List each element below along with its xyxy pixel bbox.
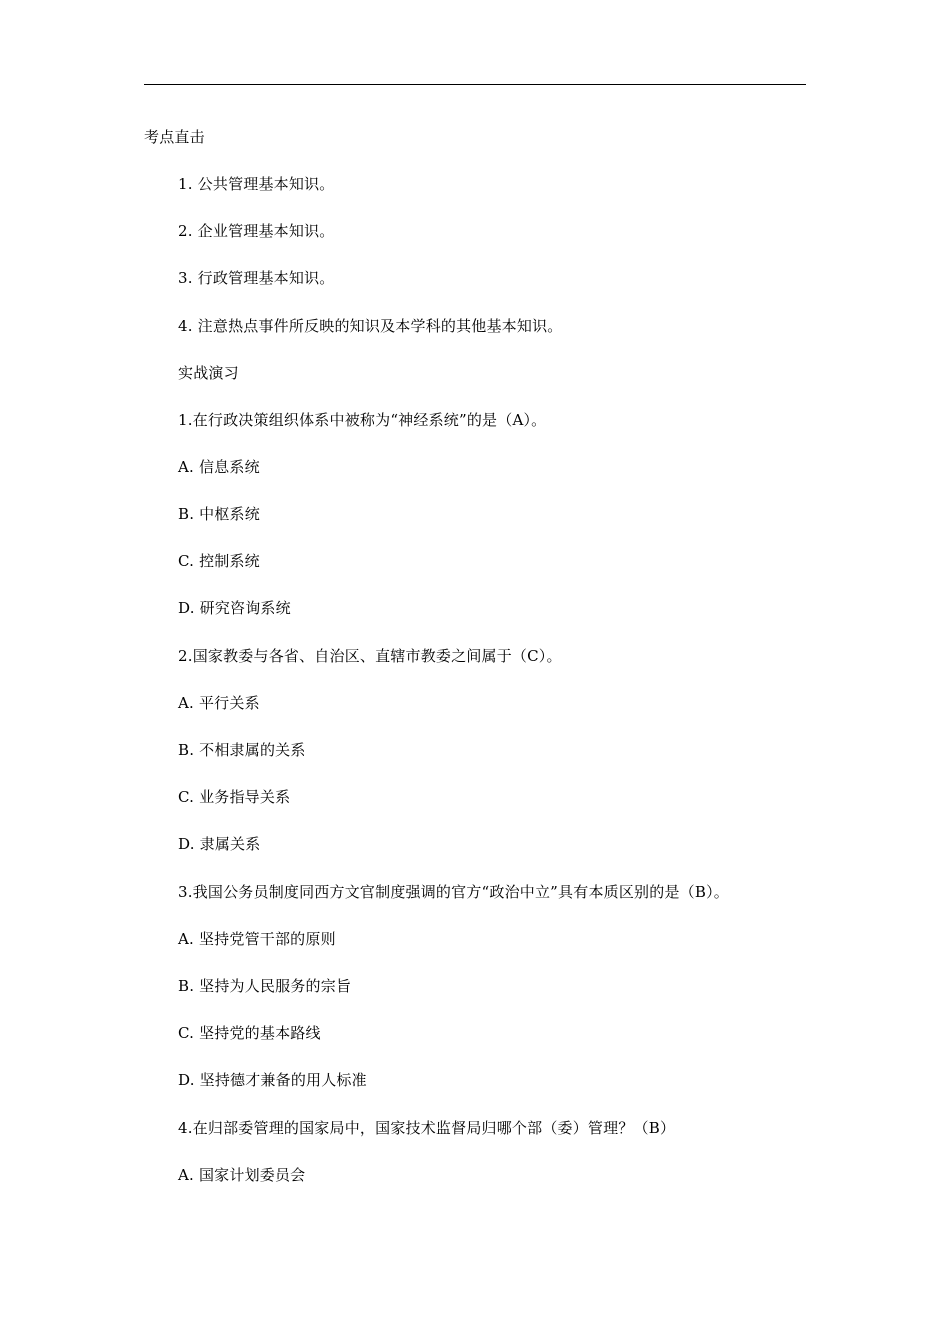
question-1-option-d: D. 研究咨询系统 bbox=[178, 599, 291, 617]
question-3-option-c: C. 坚持党的基本路线 bbox=[178, 1024, 321, 1042]
question-1-option-b: B. 中枢系统 bbox=[178, 505, 260, 523]
section-heading: 考点直击 bbox=[144, 128, 205, 146]
question-2-option-d: D. 隶属关系 bbox=[178, 835, 261, 853]
question-1-option-a: A. 信息系统 bbox=[178, 458, 260, 476]
question-2-stem: 2.国家教委与各省、自治区、直辖市教委之间属于（C）。 bbox=[178, 647, 562, 665]
question-1-option-c: C. 控制系统 bbox=[178, 552, 260, 570]
question-3-option-d: D. 坚持德才兼备的用人标准 bbox=[178, 1071, 367, 1089]
question-3-stem: 3.我国公务员制度同西方文官制度强调的官方“政治中立”具有本质区别的是（B）。 bbox=[178, 883, 729, 901]
question-3-option-b: B. 坚持为人民服务的宗旨 bbox=[178, 977, 352, 995]
question-4-option-a: A. 国家计划委员会 bbox=[178, 1166, 306, 1184]
question-2-option-a: A. 平行关系 bbox=[178, 694, 260, 712]
question-3-option-a: A. 坚持党管干部的原则 bbox=[178, 930, 336, 948]
header-rule bbox=[144, 84, 806, 85]
key-point-2: 2. 企业管理基本知识。 bbox=[178, 222, 335, 240]
key-point-1: 1. 公共管理基本知识。 bbox=[178, 175, 335, 193]
question-1-stem: 1.在行政决策组织体系中被称为“神经系统”的是（A）。 bbox=[178, 411, 547, 429]
question-4-stem: 4.在归部委管理的国家局中，国家技术监督局归哪个部（委）管理？（B） bbox=[178, 1119, 676, 1137]
key-point-4: 4. 注意热点事件所反映的知识及本学科的其他基本知识。 bbox=[178, 317, 563, 335]
practice-heading: 实战演习 bbox=[178, 364, 239, 382]
question-2-option-c: C. 业务指导关系 bbox=[178, 788, 291, 806]
key-point-3: 3. 行政管理基本知识。 bbox=[178, 269, 335, 287]
question-2-option-b: B. 不相隶属的关系 bbox=[178, 741, 306, 759]
